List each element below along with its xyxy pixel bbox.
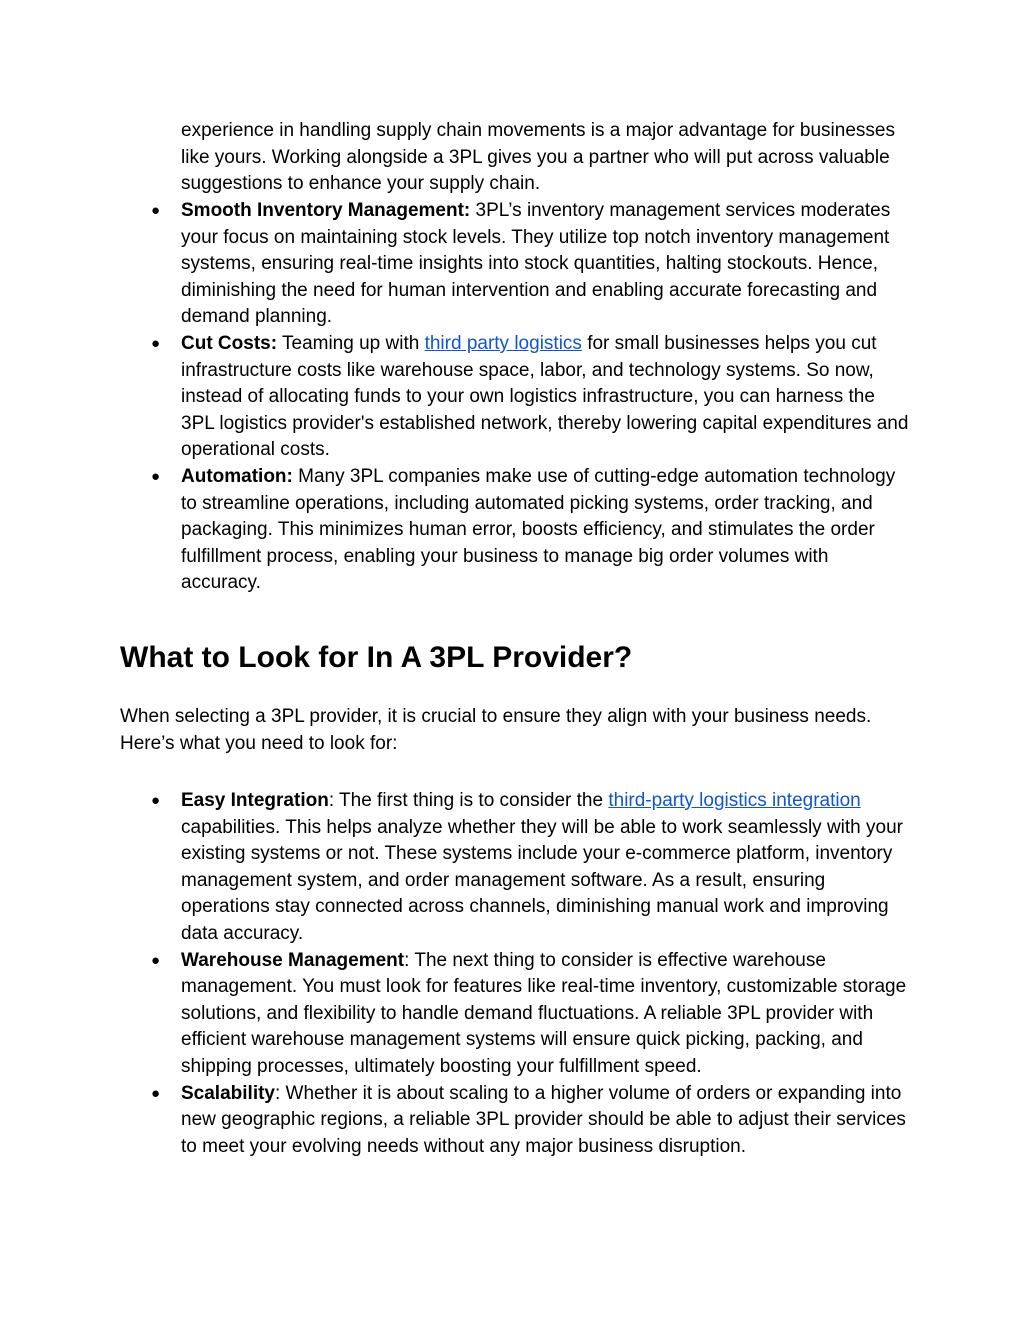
list-item-text-after: for small businesses helps you cut infrastructure costs like warehouse space, labor, and technology systems. So now, instead of allocating funds to your own logistics infrastructure, you can harness the 3PL logistics provider's established network, thereby lowering capital expenditures and operational costs.: [181, 332, 909, 461]
bullet-icon: ●: [151, 467, 161, 485]
list-item-text: : The first thing is to consider the: [328, 790, 609, 811]
bullet-icon: ●: [151, 951, 161, 969]
list-item-cut-costs: [0, 331, 911, 464]
section-heading: What to Look for In A 3PL Provider?: [120, 641, 633, 674]
list-item-text-after: capabilities. This helps analyze whether they will be able to work seamlessly with your existing systems or not. These systems include your e-commerce platform, inventory management system, and order management software. As a result, ensuring operations stay connected across channels, diminishing manual work and improving data accuracy.: [181, 816, 903, 944]
third-party-logistics-integration-link[interactable]: third-party logistics integration: [608, 790, 861, 811]
criteria-list: [0, 788, 1024, 1160]
list-item-title: Scalability: [181, 1082, 275, 1104]
list-item-text: : Whether it is about scaling to a higher volume of orders or expanding into new geographic regions, a reliable 3PL provider should be able to adjust their services to meet your evolving needs without any major business disruption.: [181, 1082, 906, 1157]
bullet-icon: ●: [151, 202, 161, 219]
bullet-icon: ●: [151, 792, 161, 809]
third-party-logistics-link[interactable]: third party logistics: [424, 332, 582, 354]
list-item-easy-integration: [0, 788, 911, 948]
list-item-title: Smooth Inventory Management:: [181, 200, 471, 221]
list-item-scalability: [0, 1081, 911, 1161]
list-item-warehouse-management: [0, 948, 911, 1081]
bullet-icon: ●: [151, 334, 161, 352]
list-item-title: Warehouse Management: [181, 949, 405, 971]
section-intro: When selecting a 3PL provider, it is crucial to ensure they align with your business needs. Here’s what you need to look for:: [120, 706, 872, 754]
list-item-text: Teaming up with: [277, 332, 425, 354]
list-item-title: Cut Costs:: [181, 332, 278, 354]
bullet-icon: ●: [151, 1084, 161, 1102]
list-item-title: Easy Integration: [181, 790, 329, 811]
list-item-text: 3PL’s inventory management services moderates your focus on maintaining stock levels. They utilize top notch inventory management systems, ensuring real-time insights into stock quantities, halting stockouts. Hence, diminishing the need for human intervention and enabling accurate forecasting and demand planning.: [181, 200, 891, 328]
continuation-paragraph: experience in handling supply chain movements is a major advantage for businesses like yours. Working alongside a 3PL gives you a partner who will put across valuable suggestions to enhance your supply chain.: [181, 120, 895, 195]
list-item-text: : The next thing to consider is effective warehouse management. You must look for features like real-time inventory, customizable storage solutions, and flexibility to handle demand fluctuations. A reliable 3PL provider with efficient warehouse management systems will ensure quick picking, packing, and shipping processes, ultimately boosting your fulfillment speed.: [181, 949, 907, 1077]
benefits-list: [0, 198, 1024, 597]
list-item-automation: [0, 464, 911, 597]
list-item-text: Many 3PL companies make use of cutting-edge automation technology to streamline operations, including automated picking systems, order tracking, and packaging. This minimizes human error, boosts efficiency, and stimulates the order fulfillment process, enabling your business to manage big order volumes with accuracy.: [181, 465, 896, 594]
list-item-smooth-inventory: [0, 198, 911, 331]
list-item-title: Automation:: [181, 465, 293, 487]
